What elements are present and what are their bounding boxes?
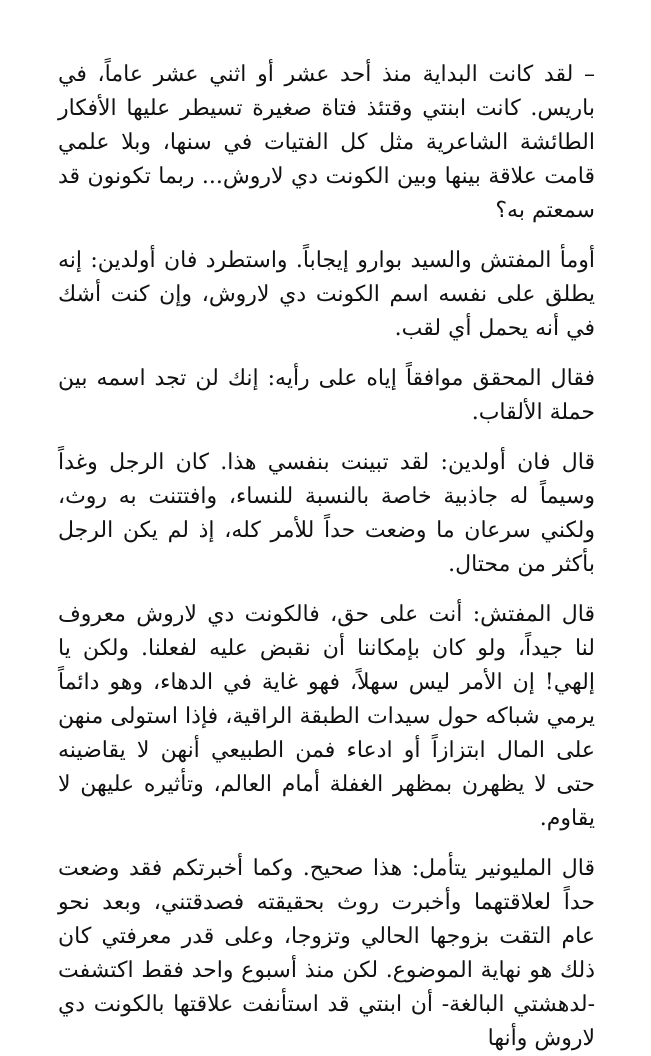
- paragraph-2: أومأ المفتش والسيد بوارو إيجاباً. واستطرد فان أولدين: إنه يطلق على نفسه اسم الكونت دي لاروش، وإن كنت أشك في أنه يحمل أي لقب.: [58, 248, 595, 341]
- paragraph-3: فقال المحقق موافقاً إياه على رأيه: إنك لن تجد اسمه بين حملة الألقاب.: [58, 366, 595, 425]
- paragraph-5: قال المفتش: أنت على حق، فالكونت دي لاروش معروف لنا جيداً، ولو كان بإمكاننا أن نقبض عليه لفعلنا. ولكن يا إلهي! إن الأمر ليس سهلاً، فهو غاية في الدهاء، وهو دائماً يرمي شباكه حول سيدات الطبقة الراقية، فإذا استولى منهن على المال ابتزازاً أو ادعاء فمن الطبيعي أنهن لا يقاضينه حتى لا يظهرن بمظهر الغفلة أمام العالم، وتأثيره عليهن لا يقاوم.: [58, 602, 595, 831]
- paragraph-6: قال المليونير يتأمل: هذا صحيح. وكما أخبرتكم فقد وضعت حداً لعلاقتهما وأخبرت روث بحقيقته فصدقتني، وبعد نحو عام التقت بزوجها الحالي وتزوجا، وعلى قدر معرفتي كان ذلك هو نهاية الموضوع. لكن منذ أسبوع واحد فقط اكتشفت -لدهشتي البالغة- أن ابنتي قد استأنفت علاقتها بالكونت دي لاروش وأنها: [58, 856, 595, 1051]
- paragraph-1: – لقد كانت البداية منذ أحد عشر أو اثني عشر عاماً، في باريس. كانت ابنتي وقتئذ فتاة صغيرة تسيطر عليها الأفكار الطائشة الشاعرية مثل كل الفتيات في سنها، وبلا علمي قامت علاقة بينها وبين الكونت دي لاروش... ربما تكونون قد سمعتم به؟: [58, 62, 595, 223]
- paragraph-4: قال فان أولدين: لقد تبينت بنفسي هذا. كان الرجل وغداً وسيماً له جاذبية خاصة بالنسبة للنساء، وافتتنت به روث، ولكني سرعان ما وضعت حداً للأمر كله، إذ لم يكن الرجل بأكثر من محتال.: [58, 450, 595, 577]
